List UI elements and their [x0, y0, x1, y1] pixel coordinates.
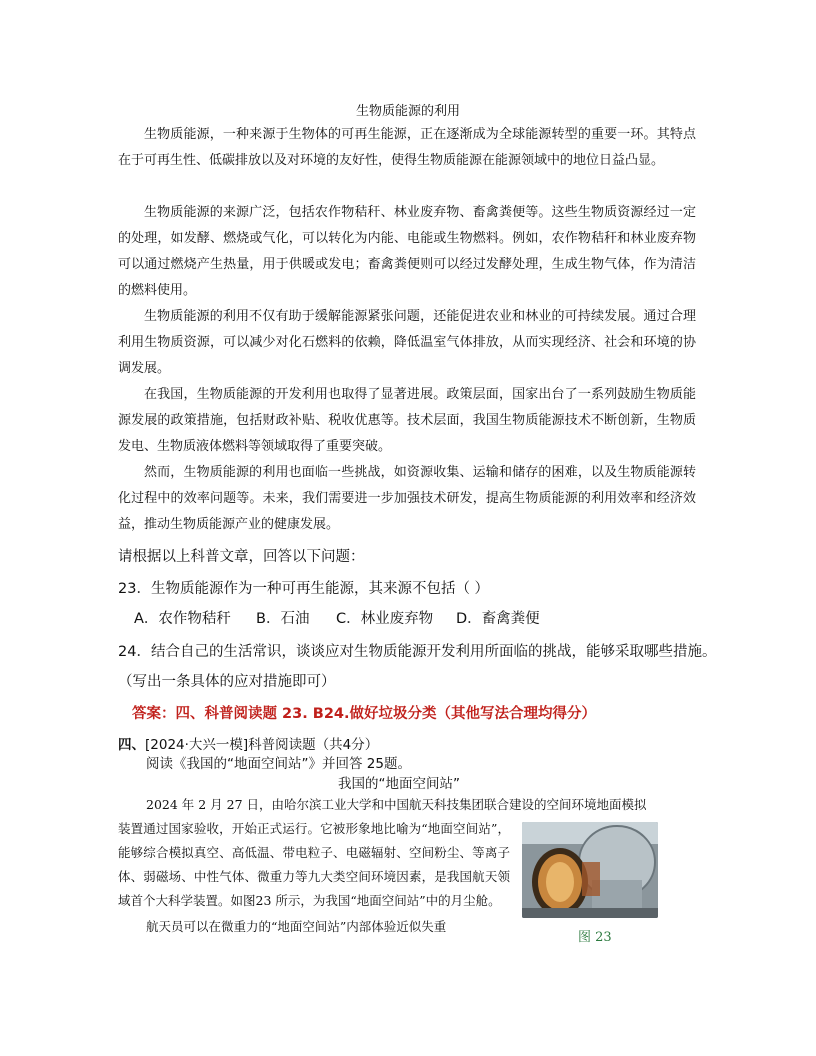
lunar-dust-chamber-photo [522, 822, 658, 918]
questions-prompt: 请根据以上科普文章，回答以下问题： [118, 549, 365, 565]
option-d: D．畜禽粪便 [456, 611, 540, 627]
section-heading: [2024·大兴一模]科普阅读题（共4分） [145, 737, 379, 753]
answer-key: 答案：四、科普阅读题 23. B24.做好垃圾分类（其他写法合理均得分） [132, 706, 597, 722]
article-2-paragraph-1-line-1: 2024 年 2 月 27 日，由哈尔滨工业大学和中国航天科技集团联合建设的空间环境地面模拟 [146, 797, 647, 812]
question-24-note: （写出一条具体的应对措施即可） [118, 674, 336, 690]
paragraph-3: 生物质能源的利用不仅有助于缓解能源紧张问题，还能促进农业和林业的可持续发展。通过合理利用生物质资源，可以减少对化石燃料的依赖，降低温室气体排放，从而实现经济、社会和环境的协调发展。 [118, 309, 696, 376]
question-24-stem: 24．结合自己的生活常识，谈谈应对生物质能源开发利用所面临的挑战，能够采取哪些措施。 [118, 644, 717, 660]
section-number: 四、 [118, 737, 145, 753]
article-2-paragraph-1-wrap: 装置通过国家验收，开始正式运行。它被形象地比喻为“地面空间站”，能够综合模拟真空、高低温、带电粒子、电磁辐射、空间粉尘、等离子体、弱磁场、中性气体、微重力等九大类空间环境因素，是我国航天领域首个大科学装置。如图23 所示，为我国“地面空间站”中的月尘舱。 [118, 821, 510, 908]
article-title: 生物质能源的利用 [355, 104, 460, 119]
paragraph-4: 在我国，生物质能源的开发利用也取得了显著进展。政策层面，国家出台了一系列鼓励生物质能源发展的政策措施，包括财政补贴、税收优惠等。技术层面，我国生物质能源技术不断创新，生物质发电、生物质液体燃料等领域取得了重要突破。 [118, 387, 696, 454]
article-2-title: 我国的“地面空间站” [338, 776, 460, 792]
article-2-paragraph-2: 航天员可以在微重力的“地面空间站”内部体验近似失重 [146, 919, 447, 934]
paragraph-2: 生物质能源的来源广泛，包括农作物秸秆、林业废弃物、畜禽粪便等。这些生物质资源经过一定的处理，如发酵、燃烧或气化，可以转化为内能、电能或生物燃料。例如，农作物秸秆和林业废弃物可以通过燃烧产生热量，用于供暖或发电；畜禽粪便则可以经过发酵处理，生成生物气体，作为清洁的燃料使用。 [118, 205, 696, 298]
option-b: B．石油 [256, 611, 310, 627]
figure-caption: 图 23 [578, 930, 612, 945]
paragraph-5: 然而，生物质能源的利用也面临一些挑战，如资源收集、运输和储存的困难，以及生物质能源转化过程中的效率问题等。未来，我们需要进一步加强技术研发，提高生物质能源的利用效率和经济效益，推动生物质能源产业的健康发展。 [118, 465, 696, 532]
option-c: C．林业废弃物 [336, 611, 434, 627]
chamber-illustration [522, 822, 658, 918]
section-instruction: 阅读《我国的“地面空间站”》并回答 25题。 [146, 756, 411, 772]
option-a: A．农作物秸秆 [134, 611, 231, 627]
section-4-header [118, 733, 378, 753]
question-23-stem: 23．生物质能源作为一种可再生能源，其来源不包括（ ） [118, 581, 490, 597]
paragraph-1: 生物质能源，一种来源于生物体的可再生能源，正在逐渐成为全球能源转型的重要一环。其特点在于可再生性、低碳排放以及对环境的友好性，使得生物质能源在能源领域中的地位日益凸显。 [118, 127, 696, 168]
